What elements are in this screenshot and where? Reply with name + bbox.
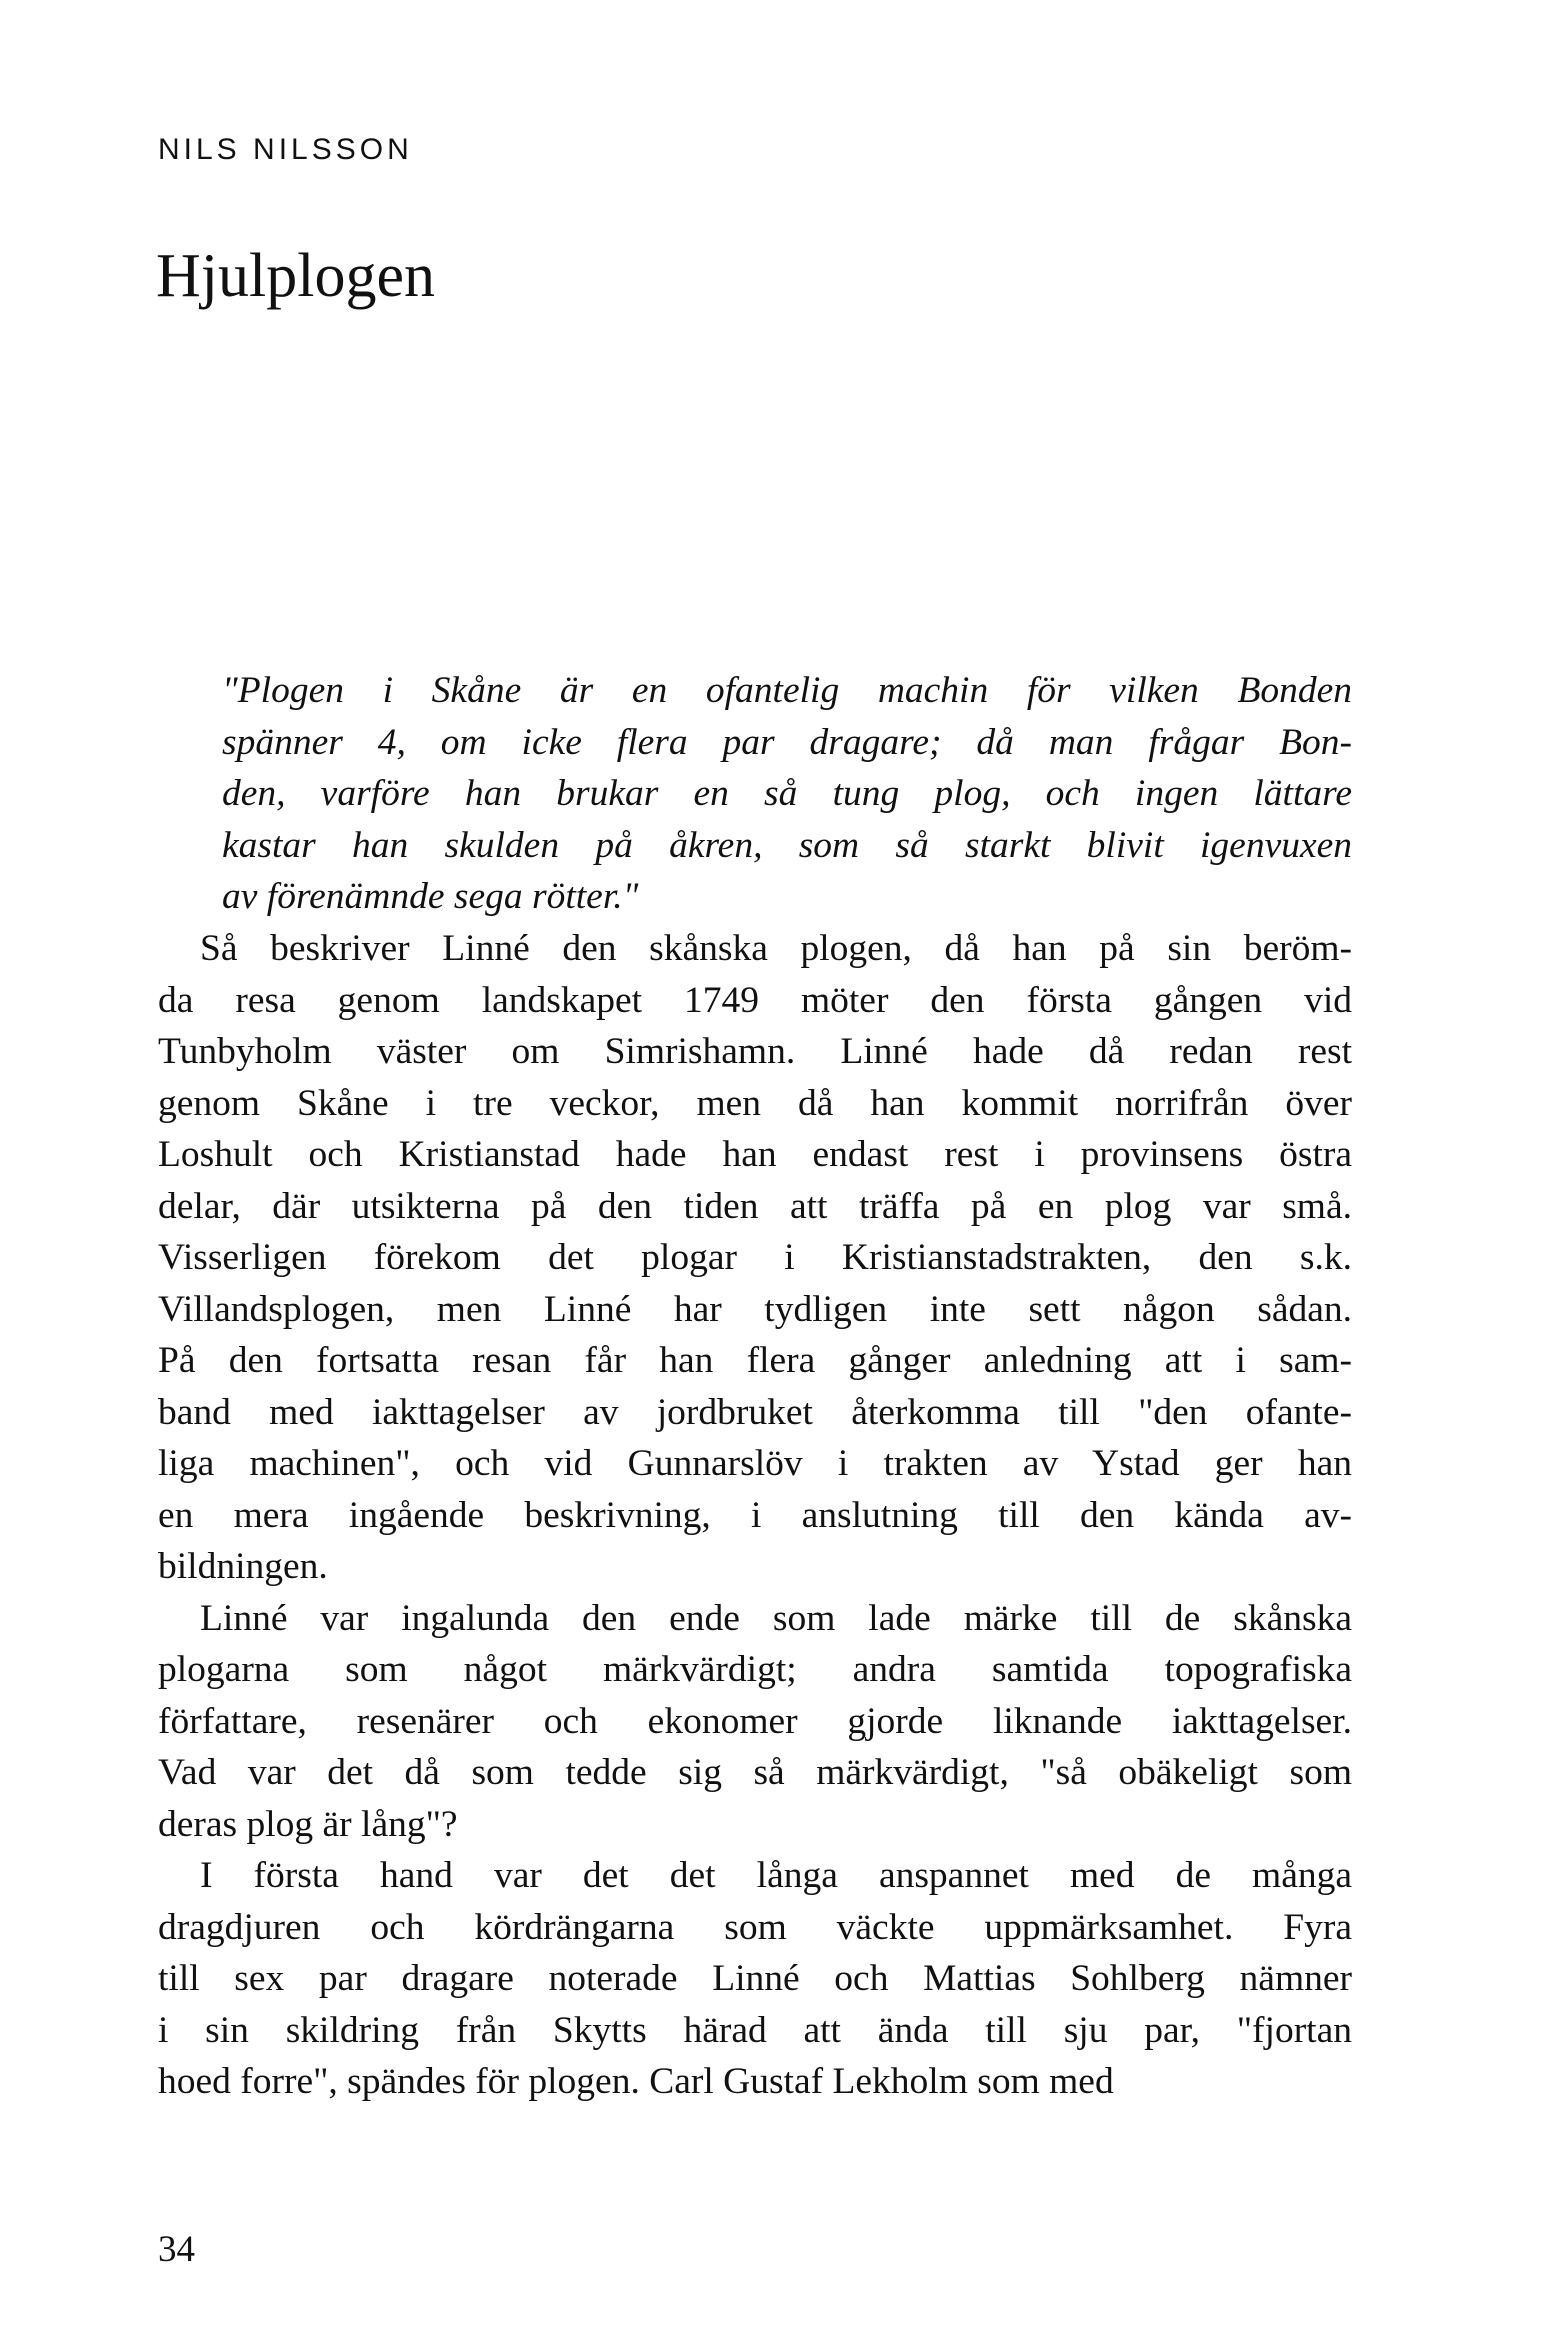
paragraph-line: Visserligen förekom det plogar i Kristianstadstrakten, den s.k. (158, 1237, 1352, 1278)
paragraph-line: I första hand var det det långa anspannet med de många (200, 1855, 1352, 1896)
paragraph-line: liga machinen", och vid Gunnarslöv i trakten av Ystad ger han (158, 1443, 1352, 1484)
paragraph-line: hoed forre", spändes för plogen. Carl Gustaf Lekholm som med (158, 2061, 1114, 2102)
paragraph-line: Villandsplogen, men Linné har tydligen inte sett någon sådan. (158, 1288, 1352, 1330)
paragraph-line: Loshult och Kristianstad hade han endast rest i provinsens östra (158, 1134, 1352, 1175)
epigraph-line: av förenämnde sega rötter." (222, 876, 639, 917)
epigraph-line: den, varföre han brukar en så tung plog, och ingen lättare (222, 773, 1352, 814)
paragraph-line: dragdjuren och kördrängarna som väckte uppmärksamhet. Fyra (158, 1906, 1352, 1948)
paragraph-line: Så beskriver Linné den skånska plogen, då han på sin beröm- (200, 928, 1352, 969)
epigraph-line: "Plogen i Skåne är en ofantelig machin för vilken Bonden (222, 670, 1352, 711)
paragraph-line: deras plog är lång"? (158, 1803, 458, 1845)
epigraph-line: kastar han skulden på åkren, som så starkt blivit igenvuxen (222, 824, 1352, 866)
body-paragraph (158, 923, 1352, 1593)
paragraph-line: plogarna som något märkvärdigt; andra samtida topografiska (158, 1649, 1352, 1690)
paragraph-line: På den fortsatta resan får han flera gånger anledning att i sam- (158, 1340, 1352, 1381)
body-paragraph (158, 1593, 1352, 1851)
chapter-title: Hjulplogen (156, 242, 435, 310)
paragraph-line: en mera ingående beskrivning, i anslutning till den kända av- (158, 1494, 1352, 1536)
running-header-author: NILS NILSSON (158, 133, 413, 166)
paragraph-line: da resa genom landskapet 1749 möter den första gången vid (158, 979, 1352, 1021)
paragraph-line: Vad var det då som tedde sig så märkvärdigt, "så obäkeligt som (158, 1752, 1352, 1793)
epigraph-quote (222, 665, 1352, 923)
paragraph-line: bildningen. (158, 1546, 328, 1587)
paragraph-line: i sin skildring från Skytts härad att ända till sju par, "fjortan (158, 2009, 1352, 2051)
body-paragraph (158, 1850, 1352, 2108)
epigraph-line: spänner 4, om icke flera par dragare; då man frågar Bon- (222, 721, 1352, 763)
paragraph-line: band med iakttagelser av jordbruket återkomma till "den ofante- (158, 1391, 1352, 1433)
paragraph-line: Linné var ingalunda den ende som lade märke till de skånska (200, 1597, 1352, 1639)
paragraph-line: till sex par dragare noterade Linné och Mattias Sohlberg nämner (158, 1958, 1352, 1999)
paragraph-line: författare, resenärer och ekonomer gjorde liknande iakttagelser. (158, 1700, 1352, 1742)
paragraph-line: genom Skåne i tre veckor, men då han kommit norrifrån över (158, 1082, 1352, 1124)
paragraph-line: delar, där utsikterna på den tiden att träffa på en plog var små. (158, 1185, 1352, 1227)
paragraph-line: Tunbyholm väster om Simrishamn. Linné hade då redan rest (158, 1031, 1352, 1072)
page-number: 34 (158, 2229, 195, 2270)
